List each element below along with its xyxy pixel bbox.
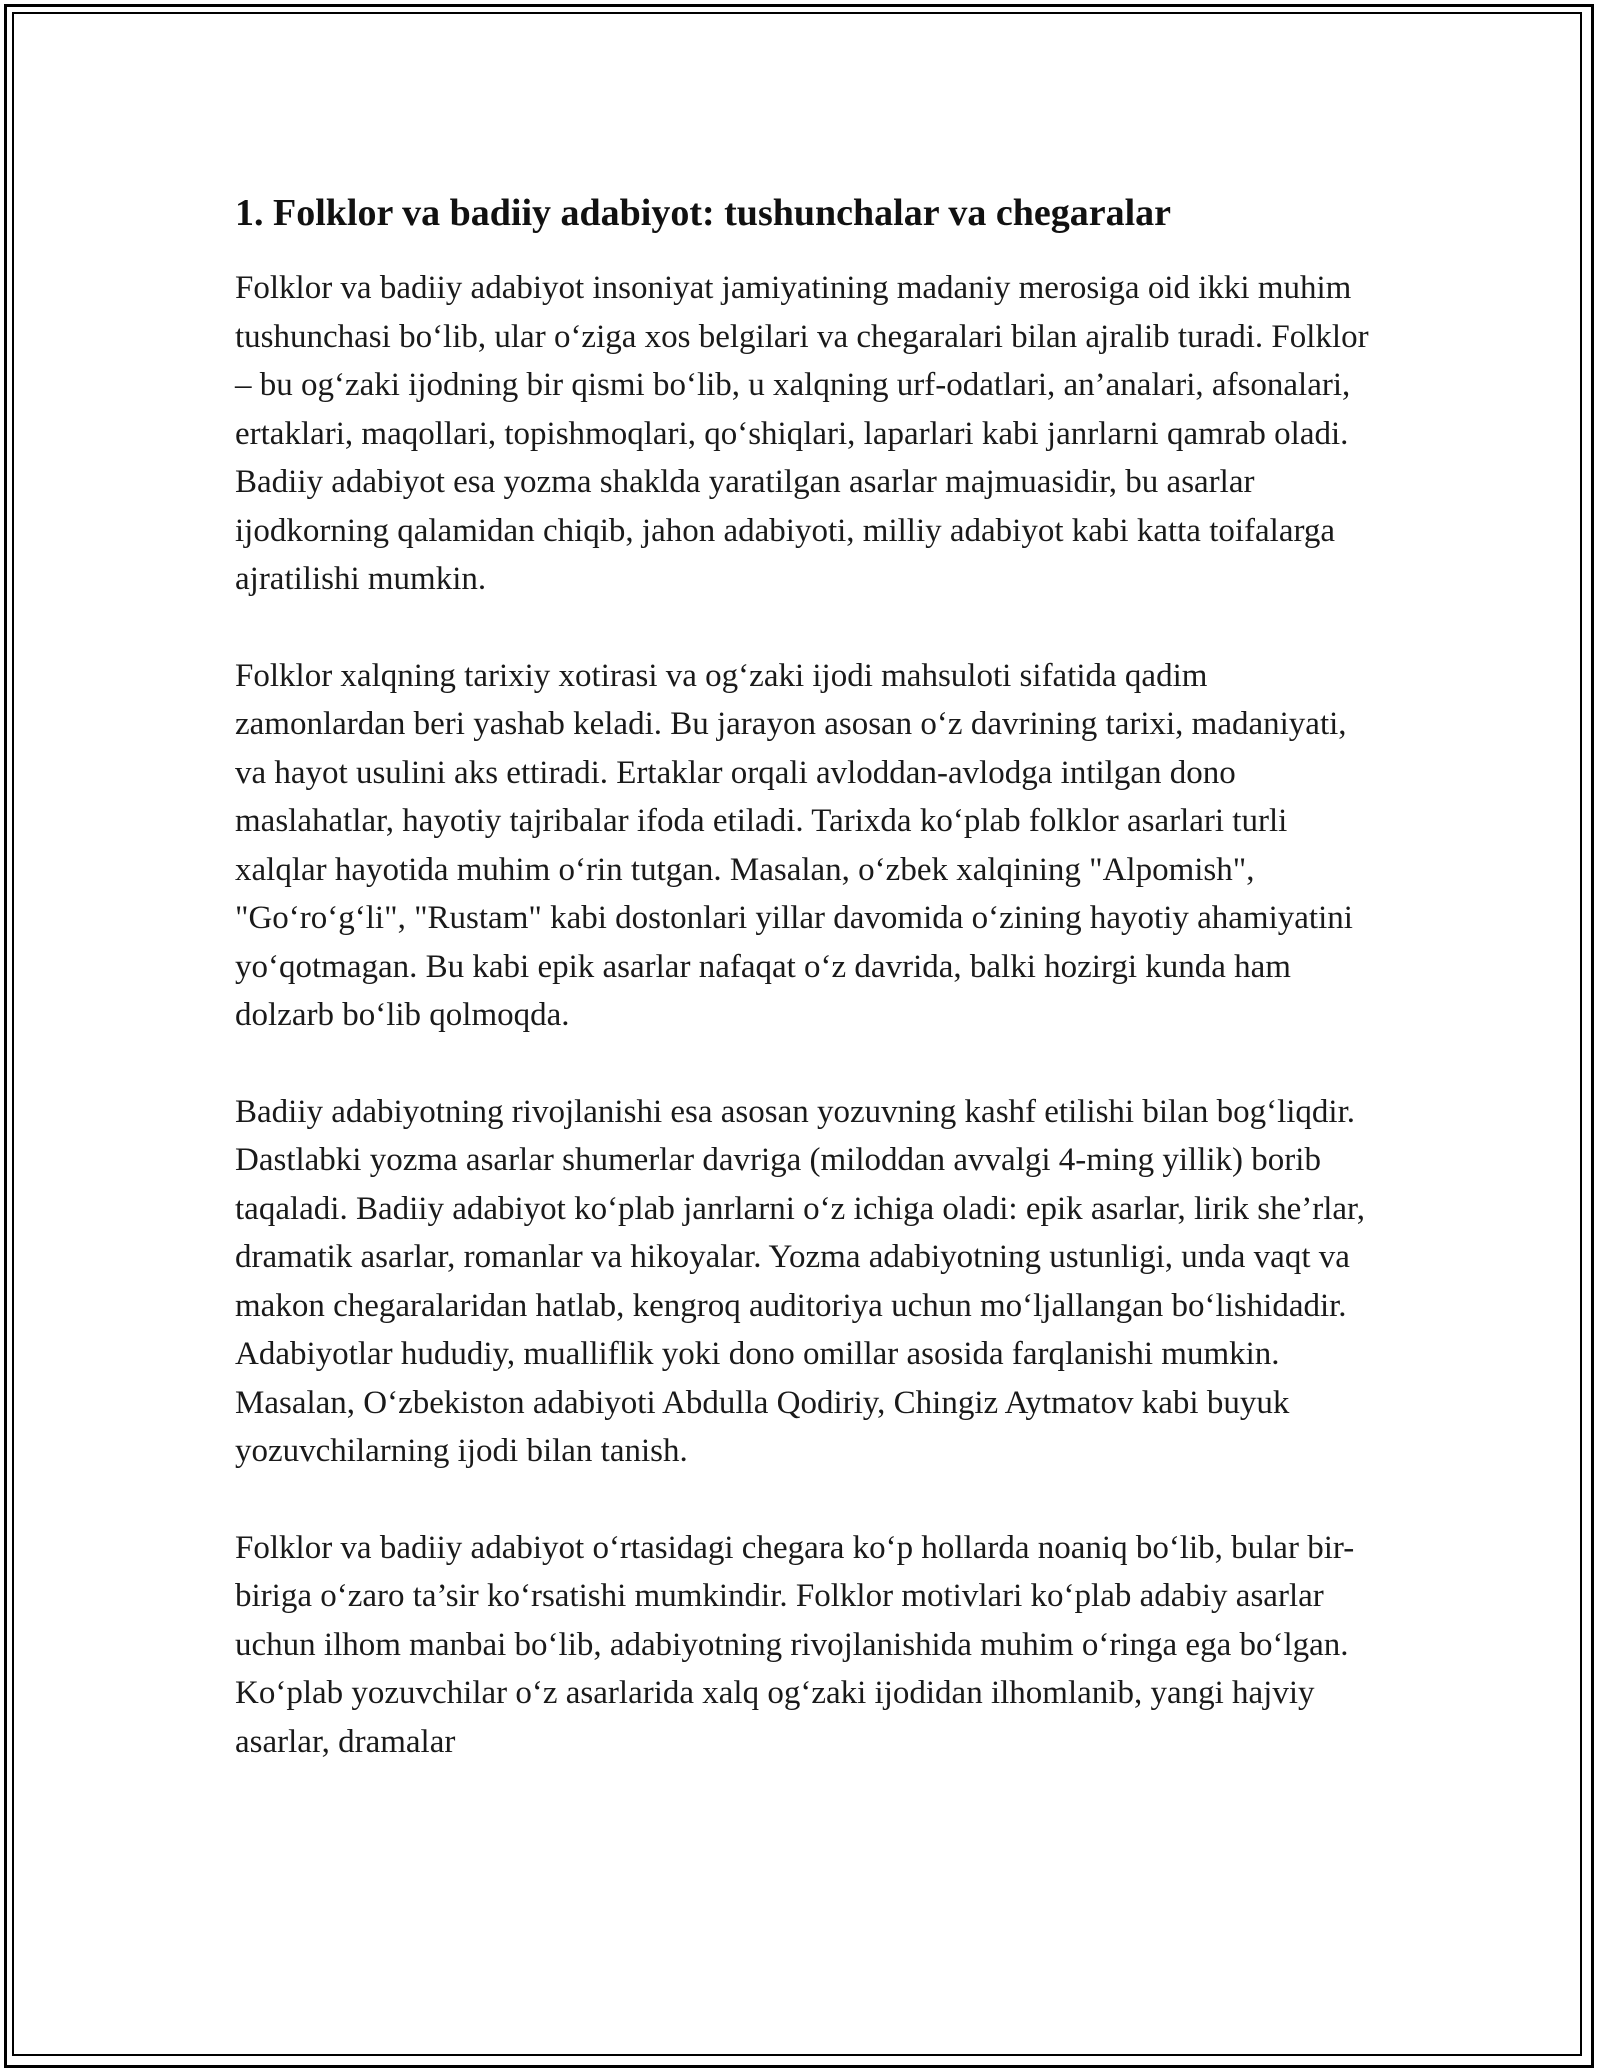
document-body bbox=[235, 188, 1370, 1814]
paragraph-4: Folklor va badiiy adabiyot o‘rtasidagi chegara ko‘p hollarda noaniq bo‘lib, bular bir-biriga o‘zaro ta’sir ko‘rsatishi mumkindir. Folklor motivlari ko‘plab adabiy asarlar uchun ilhom manbai bo‘lib, adabiyotning rivojlanishida muhim o‘ringa ega bo‘lgan. Ko‘plab yozuvchilar o‘z asarlarida xalq og‘zaki ijodidan ilhomlanib, yangi hajviy asarlar, dramalar bbox=[235, 1529, 1355, 1760]
paragraph-2: Folklor xalqning tarixiy xotirasi va og‘zaki ijodi mahsuloti sifatida qadim zamonlardan beri yashab keladi. Bu jarayon asosan o‘z davrining tarixi, madaniyati, va hayot usulini aks ettiradi. Ertaklar orqali avloddan-avlodga intilgan dono maslahatlar, hayotiy tajribalar ifoda etiladi. Tarixda ko‘plab folklor asarlari turli xalqlar hayotida muhim o‘rin tutgan. Masalan, o‘zbek xalqining "Alpomish", "Go‘ro‘g‘li", "Rustam" kabi dostonlari yillar davomida o‘zining hayotiy ahamiyatini yo‘qotmagan. Bu kabi epik asarlar nafaqat o‘z davrida, balki hozirgi kunda ham dolzarb bo‘lib qolmoqda. bbox=[235, 657, 1353, 1033]
paragraph-3: Badiiy adabiyotning rivojlanishi esa asosan yozuvning kashf etilishi bilan bog‘liqdir. Dastlabki yozma asarlar shumerlar davriga (miloddan avvalgi 4-ming yillik) borib taqaladi. Badiiy adabiyot ko‘plab janrlarni o‘z ichiga oladi: epik asarlar, lirik she’rlar, dramatik asarlar, romanlar va hikoyalar. Yozma adabiyotning ustunligi, unda vaqt va makon chegaralaridan hatlab, kengroq auditoriya uchun mo‘ljallangan bo‘lishidadir. Adabiyotlar hududiy, mualliflik yoki dono omillar asosida farqlanishi mumkin. Masalan, O‘zbekiston adabiyoti Abdulla Qodiriy, Chingiz Aytmatov kabi buyuk yozuvchilarning ijodi bilan tanish. bbox=[235, 1093, 1365, 1469]
section-heading: 1. Folklor va badiiy adabiyot: tushunchalar va chegaralar bbox=[235, 192, 1172, 234]
paragraph-1: Folklor va badiiy adabiyot insoniyat jamiyatining madaniy merosiga oid ikki muhim tushunchasi bo‘lib, ular o‘ziga xos belgilari va chegaralari bilan ajralib turadi. Folklor – bu og‘zaki ijodning bir qismi bo‘lib, u xalqning urf-odatlari, an’analari, afsonalari, ertaklari, maqollari, topishmoqlari, qo‘shiqlari, laparlari kabi janrlarni qamrab oladi. Badiiy adabiyot esa yozma shaklda yaratilgan asarlar majmuasidir, bu asarlar ijodkorning qalamidan chiqib, jahon adabiyoti, milliy adabiyot kabi katta toifalarga ajratilishi mumkin. bbox=[235, 270, 1369, 597]
